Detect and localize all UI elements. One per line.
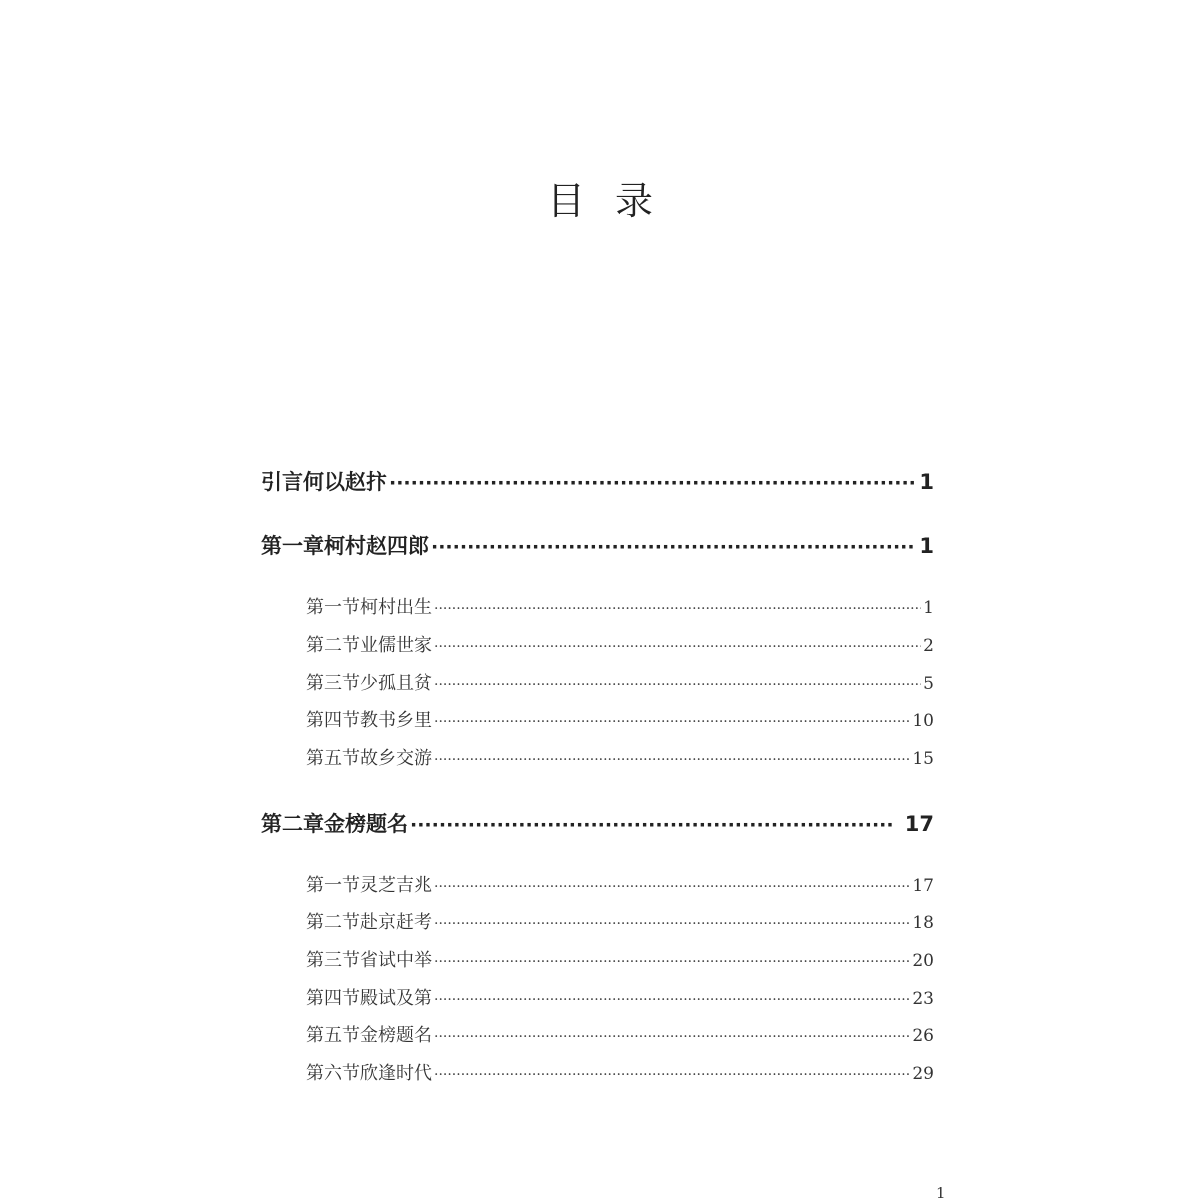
entry-title: 少孤且贫 xyxy=(360,673,432,694)
toc-entry-ch1-sec4[interactable] xyxy=(306,706,934,732)
page-title xyxy=(0,170,1200,225)
page-number: 26 xyxy=(912,1026,934,1046)
entry-title: 业儒世家 xyxy=(360,635,432,656)
toc-entry-intro[interactable] xyxy=(261,466,934,496)
dot-leader xyxy=(434,992,910,1008)
toc-entry-ch2-sec2[interactable] xyxy=(306,908,934,934)
toc-entry-ch2-sec6[interactable] xyxy=(306,1059,934,1085)
entry-title: 故乡交游 xyxy=(360,748,432,769)
entry-number: 第一章 xyxy=(261,534,324,558)
page-number: 1 xyxy=(919,534,934,558)
toc-entry-ch1-sec1[interactable] xyxy=(306,593,934,619)
page-number: 1 xyxy=(919,470,934,494)
entry-title: 灵芝吉兆 xyxy=(360,875,432,896)
page-number: 29 xyxy=(912,1064,934,1084)
entry-title: 省试中举 xyxy=(360,950,432,971)
entry-number: 第一节 xyxy=(306,875,360,896)
dot-leader xyxy=(434,954,910,970)
page-number: 10 xyxy=(912,711,934,731)
dot-leader xyxy=(434,879,910,895)
toc-entry-chapter-1[interactable] xyxy=(261,530,934,560)
dot-leader xyxy=(434,714,910,730)
page-number: 5 xyxy=(923,674,934,694)
toc-entry-ch1-sec5[interactable] xyxy=(306,744,934,770)
entry-title: 赴京赶考 xyxy=(360,912,432,933)
dot-leader xyxy=(434,752,910,768)
title-char-1: 目 xyxy=(546,179,585,223)
dot-leader xyxy=(434,639,921,655)
dot-leader xyxy=(434,1029,910,1045)
page-number: 2 xyxy=(923,636,934,656)
toc-entry-ch2-sec1[interactable] xyxy=(306,871,934,897)
toc-entry-ch1-sec3[interactable] xyxy=(306,669,934,695)
entry-number: 第二节 xyxy=(306,912,360,933)
entry-number: 第四节 xyxy=(306,710,360,731)
toc-entry-ch2-sec5[interactable] xyxy=(306,1021,934,1047)
entry-number: 第二章 xyxy=(261,812,324,836)
page-number: 23 xyxy=(912,989,934,1009)
page-number: 17 xyxy=(904,812,934,836)
page-number: 20 xyxy=(912,951,934,971)
dot-leader xyxy=(434,601,921,617)
entry-title: 柯村赵四郎 xyxy=(324,534,429,558)
dot-leader xyxy=(431,536,916,558)
entry-number: 第五节 xyxy=(306,1025,360,1046)
entry-number: 第六节 xyxy=(306,1063,360,1084)
entry-title: 柯村出生 xyxy=(360,597,432,618)
entry-title: 欣逢时代 xyxy=(360,1063,432,1084)
entry-number: 第三节 xyxy=(306,673,360,694)
dot-leader xyxy=(434,916,910,932)
entry-title: 金榜题名 xyxy=(360,1025,432,1046)
page-number: 1 xyxy=(923,598,934,618)
entry-title: 何以赵抃 xyxy=(303,470,387,494)
dot-leader xyxy=(434,677,921,693)
dot-leader xyxy=(410,814,892,836)
toc-entry-chapter-2[interactable] xyxy=(261,808,934,838)
entry-number: 第五节 xyxy=(306,748,360,769)
entry-number: 第一节 xyxy=(306,597,360,618)
entry-number: 第二节 xyxy=(306,635,360,656)
toc-entry-ch2-sec4[interactable] xyxy=(306,984,934,1010)
entry-title: 金榜题名 xyxy=(324,812,408,836)
dot-leader xyxy=(389,472,916,494)
entry-number: 引言 xyxy=(261,470,303,494)
dot-leader xyxy=(434,1067,910,1083)
page-number: 18 xyxy=(912,913,934,933)
page-number: 15 xyxy=(912,749,934,769)
page-number: 17 xyxy=(912,876,934,896)
title-char-2: 录 xyxy=(615,179,654,223)
toc-entry-ch2-sec3[interactable] xyxy=(306,946,934,972)
entry-number: 第三节 xyxy=(306,950,360,971)
entry-number: 第四节 xyxy=(306,988,360,1009)
toc-entry-ch1-sec2[interactable] xyxy=(306,631,934,657)
page-folio: 1 xyxy=(936,1184,946,1202)
entry-title: 殿试及第 xyxy=(360,988,432,1009)
entry-title: 教书乡里 xyxy=(360,710,432,731)
